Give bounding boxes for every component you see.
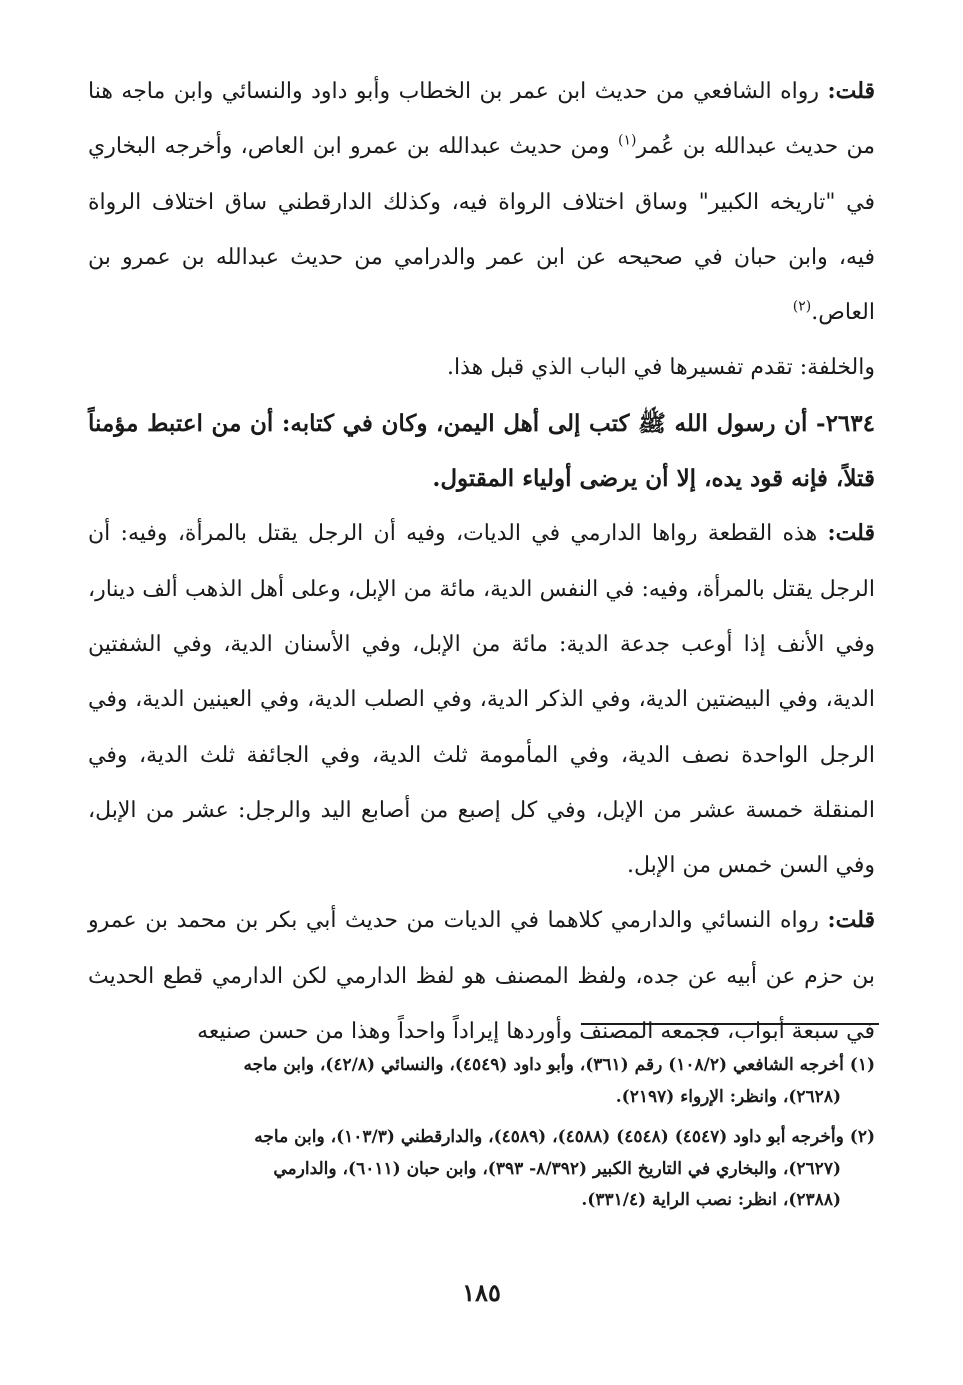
page-number: ١٨٥ (462, 1278, 501, 1307)
footnote-line: (٢) وأخرجه أبو داود (٤٥٤٧) (٤٥٤٨) (٤٥٨٨)، (٤٥٨٩)، والدارقطني (١٠٣/٣)، وابن ماجه (254, 1127, 875, 1147)
paragraph-text: رواه الشافعي من حديث ابن عمر بن الخطاب وأبو داود والنسائي وابن ماجه هنا من حديث عبدالله بن عُمر (88, 79, 875, 160)
paragraph-5 (88, 893, 875, 1059)
paragraph-2 (88, 340, 875, 395)
paragraph-text: هذه القطعة رواها الدارمي في الديات، وفيه أن الرجل يقتل بالمرأة، وفيه: أن الرجل يقتل بالمرأة، وفيه: في النفس الدية، مائة من الإبل، وعلى أهل الذهب ألف دينار، وفي الأنف إذا أوعب جدعة الدية: مائة من الإبل، وفي الأسنان الدية، وفي الشفتين الدية، وفي البيضتين الدية، وفي الذكر الدية، وفي الصلب الدية، وفي العينين الدية، وفي الرجل الواحدة نصف الدية، وفي المأمومة ثلث الدية، وفي الجائفة ثلث الدية، وفي المنقلة خمسة عشر من الإبل، وفي كل إصبع من أصابع اليد والرجل: عشر من الإبل، وفي السن خمس من الإبل. (88, 521, 876, 879)
hadith-text: ٢٦٣٤- أن رسول الله ﷺ كتب إلى أهل اليمن، وكان في كتابه: أن من اعتبط مؤمناً قتلاً، فإنه قود يده، إلا أن يرضى أولياء المقتول. (88, 409, 875, 493)
footnote-2 (88, 1122, 875, 1217)
hadith-2634 (88, 396, 875, 507)
footnote-line: (١) أخرجه الشافعي (١٠٨/٢) رقم (٣٦١)، وأبو داود (٤٥٤٩)، والنسائي (٤٢/٨)، وابن ماجه (243, 1055, 875, 1075)
footnote-divider (581, 1023, 879, 1025)
paragraph-4 (88, 506, 875, 893)
qultu-label: قلت: (827, 520, 875, 547)
paragraph-text: والخلفة: تقدم تفسيرها في الباب الذي قبل هذا. (447, 355, 875, 381)
paragraph-text: ومن حديث عبدالله بن عمرو ابن العاص، وأخرجه البخاري في "تاريخه الكبير" وساق اختلاف الرواة فيه، وكذلك الدارقطني ساق اختلاف الرواة فيه، وابن حبان في صحيحه عن ابن عمر والدرامي من حديث عبدالله بن عمرو بن العاص. (88, 134, 875, 326)
qultu-label: قلت: (827, 907, 875, 934)
footnotes (88, 1050, 875, 1226)
footnote-line: (٢٦٢٨)، وانظر: الإرواء (٢١٩٧). (615, 1086, 841, 1107)
qultu-label: قلت: (827, 78, 876, 104)
footnote-ref-2: (٢) (792, 298, 812, 315)
paragraph-1 (88, 64, 875, 340)
main-text (88, 64, 875, 1059)
footnote-line: (٢٦٢٧)، والبخاري في التاريخ الكبير (٨/٣٩٢- ٣٩٣)، وابن حبان (٦٠١١)، والدارمي (273, 1158, 841, 1179)
footnote-ref-1: (١) (617, 132, 637, 149)
footnote-line: (٢٣٨٨)، انظر: نصب الراية (٣٣١/٤). (581, 1190, 841, 1210)
footnote-1 (88, 1050, 875, 1113)
paragraph-text: رواه النسائي والدارمي كلاهما في الديات من حديث أبي بكر بن محمد بن عمرو بن حزم عن أبيه عن جده، ولفظ المصنف هو لفظ الدارمي لكن الدارمي قطع الحديث في سبعة أبواب، فجمعه المصنف وأوردها إيراداً واحداً وهذا من حسن صنيعه (88, 908, 875, 1045)
